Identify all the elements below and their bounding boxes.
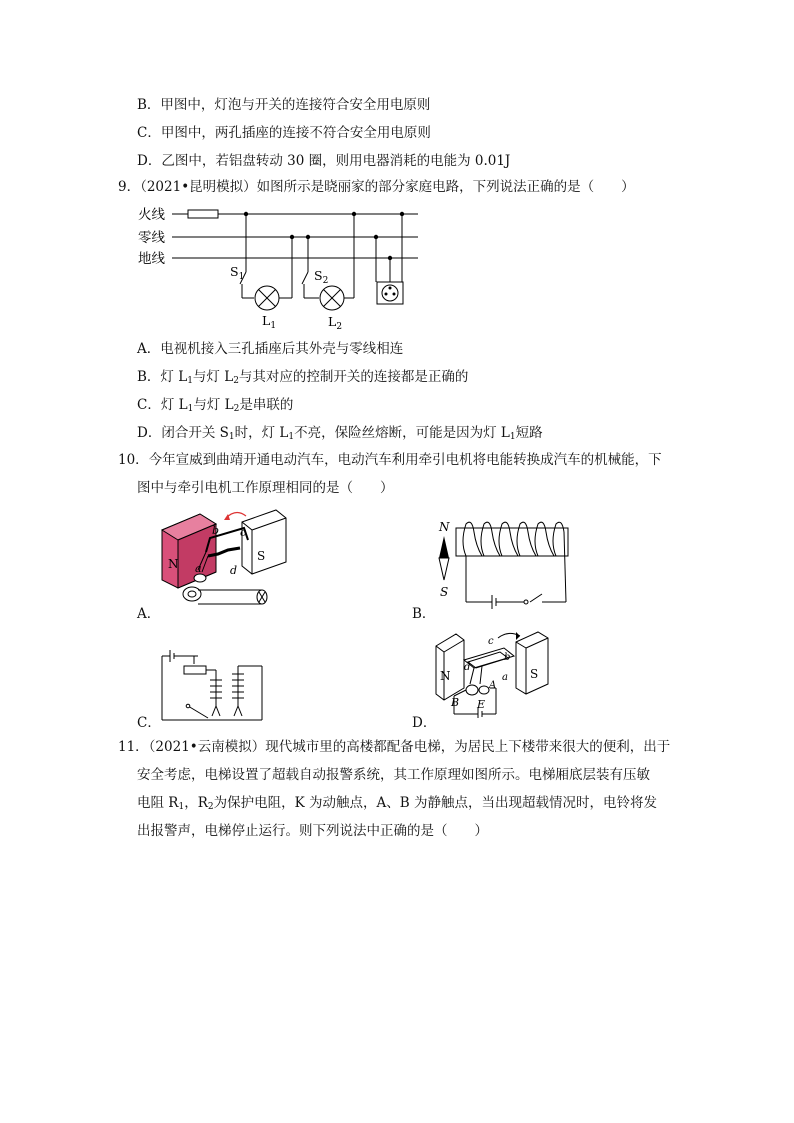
fig-a-a-label: a — [195, 562, 202, 575]
fig-d-d-label: d — [464, 662, 471, 673]
q11-stem-line1: 11．（2021•云南模拟）现代城市里的高楼都配备电梯，为居民上下楼带来很大的便利，出于 — [118, 739, 671, 755]
q9-option-c: C．灯 $L_1$与灯 $L_2$是串联的 — [137, 397, 294, 414]
q11-stem-line4: 出报警声，电梯停止运行。则下列说法中正确的是（ ） — [137, 823, 488, 839]
q8-option-c: C．甲图中，两孔插座的连接不符合安全用电原则 — [137, 125, 431, 141]
q9-option-d: D．闭合开关 $S_1$时，灯 $L_1$不亮，保险丝熔断，可能是因为灯 $L_1$短路 — [137, 425, 543, 442]
lamp-l2-label: $L_2$ — [328, 314, 343, 332]
fig-b-s-label: S — [440, 585, 449, 599]
q10-option-b-label: B． — [412, 606, 436, 622]
q11-stem-line3: 电阻 $R_1$，$R_2$为保护电阻，K 为动触点，A、B 为静触点，当出现超载情况时，电铃将发 — [137, 795, 657, 812]
q9-circuit-diagram — [136, 202, 436, 334]
fig-d-E-label: E — [477, 698, 486, 711]
switch-s2-label: $S_2$ — [314, 268, 329, 286]
q10-figure-d — [434, 630, 554, 718]
q10-stem-line1: 10．今年宣威到曲靖开通电动汽车，电动汽车利用牵引电机将电能转换成汽车的机械能，下 — [118, 452, 662, 468]
fig-a-n-label: N — [168, 557, 179, 571]
live-wire-label: 火线 — [138, 207, 165, 223]
q8-option-b: B．甲图中，灯泡与开关的连接符合安全用电原则 — [137, 97, 431, 113]
q8-option-d: D．乙图中，若铝盘转动 30 圈，则用电器消耗的电能为 0.01J — [137, 153, 511, 169]
fig-d-B-label: B — [451, 696, 460, 709]
fig-d-c-label: c — [488, 636, 494, 647]
q10-option-d-label: D． — [412, 715, 437, 731]
fig-a-c-label: c — [240, 526, 247, 539]
q10-figure-b — [432, 518, 578, 610]
q10-option-c-label: C． — [137, 715, 161, 731]
ground-wire-label: 地线 — [138, 251, 165, 267]
fig-a-d-label: d — [230, 564, 238, 577]
fig-d-a-label: a — [502, 672, 508, 683]
lamp-l1-label: $L_1$ — [262, 313, 277, 331]
fig-d-s-label: S — [530, 667, 539, 681]
q10-stem-line2: 图中与牵引电机工作原理相同的是（ ） — [137, 480, 394, 496]
fig-d-A-label: A — [489, 680, 497, 691]
q10-figure-c — [158, 646, 266, 724]
q10-option-a-label: A． — [137, 606, 161, 622]
q10-figure-a — [158, 504, 288, 616]
fig-b-n-label: N — [439, 520, 450, 534]
q11-stem-line2: 安全考虑，电梯设置了超载自动报警系统，其工作原理如图所示。电梯厢底层装有压敏 — [137, 767, 650, 783]
fig-a-b-label: b — [212, 524, 220, 537]
neutral-wire-label: 零线 — [138, 230, 165, 246]
fig-d-n-label: N — [440, 669, 451, 683]
fig-a-s-label: S — [257, 549, 266, 563]
fig-d-b-label: b — [504, 652, 511, 663]
q9-option-a: A．电视机接入三孔插座后其外壳与零线相连 — [137, 341, 404, 357]
q9-stem: 9．（2021•昆明模拟）如图所示是晓丽家的部分家庭电路，下列说法正确的是（ ） — [118, 179, 635, 195]
q9-option-b: B．灯 $L_1$与灯 $L_2$与其对应的控制开关的连接都是正确的 — [137, 369, 469, 386]
switch-s1-label: $S_1$ — [230, 264, 245, 282]
